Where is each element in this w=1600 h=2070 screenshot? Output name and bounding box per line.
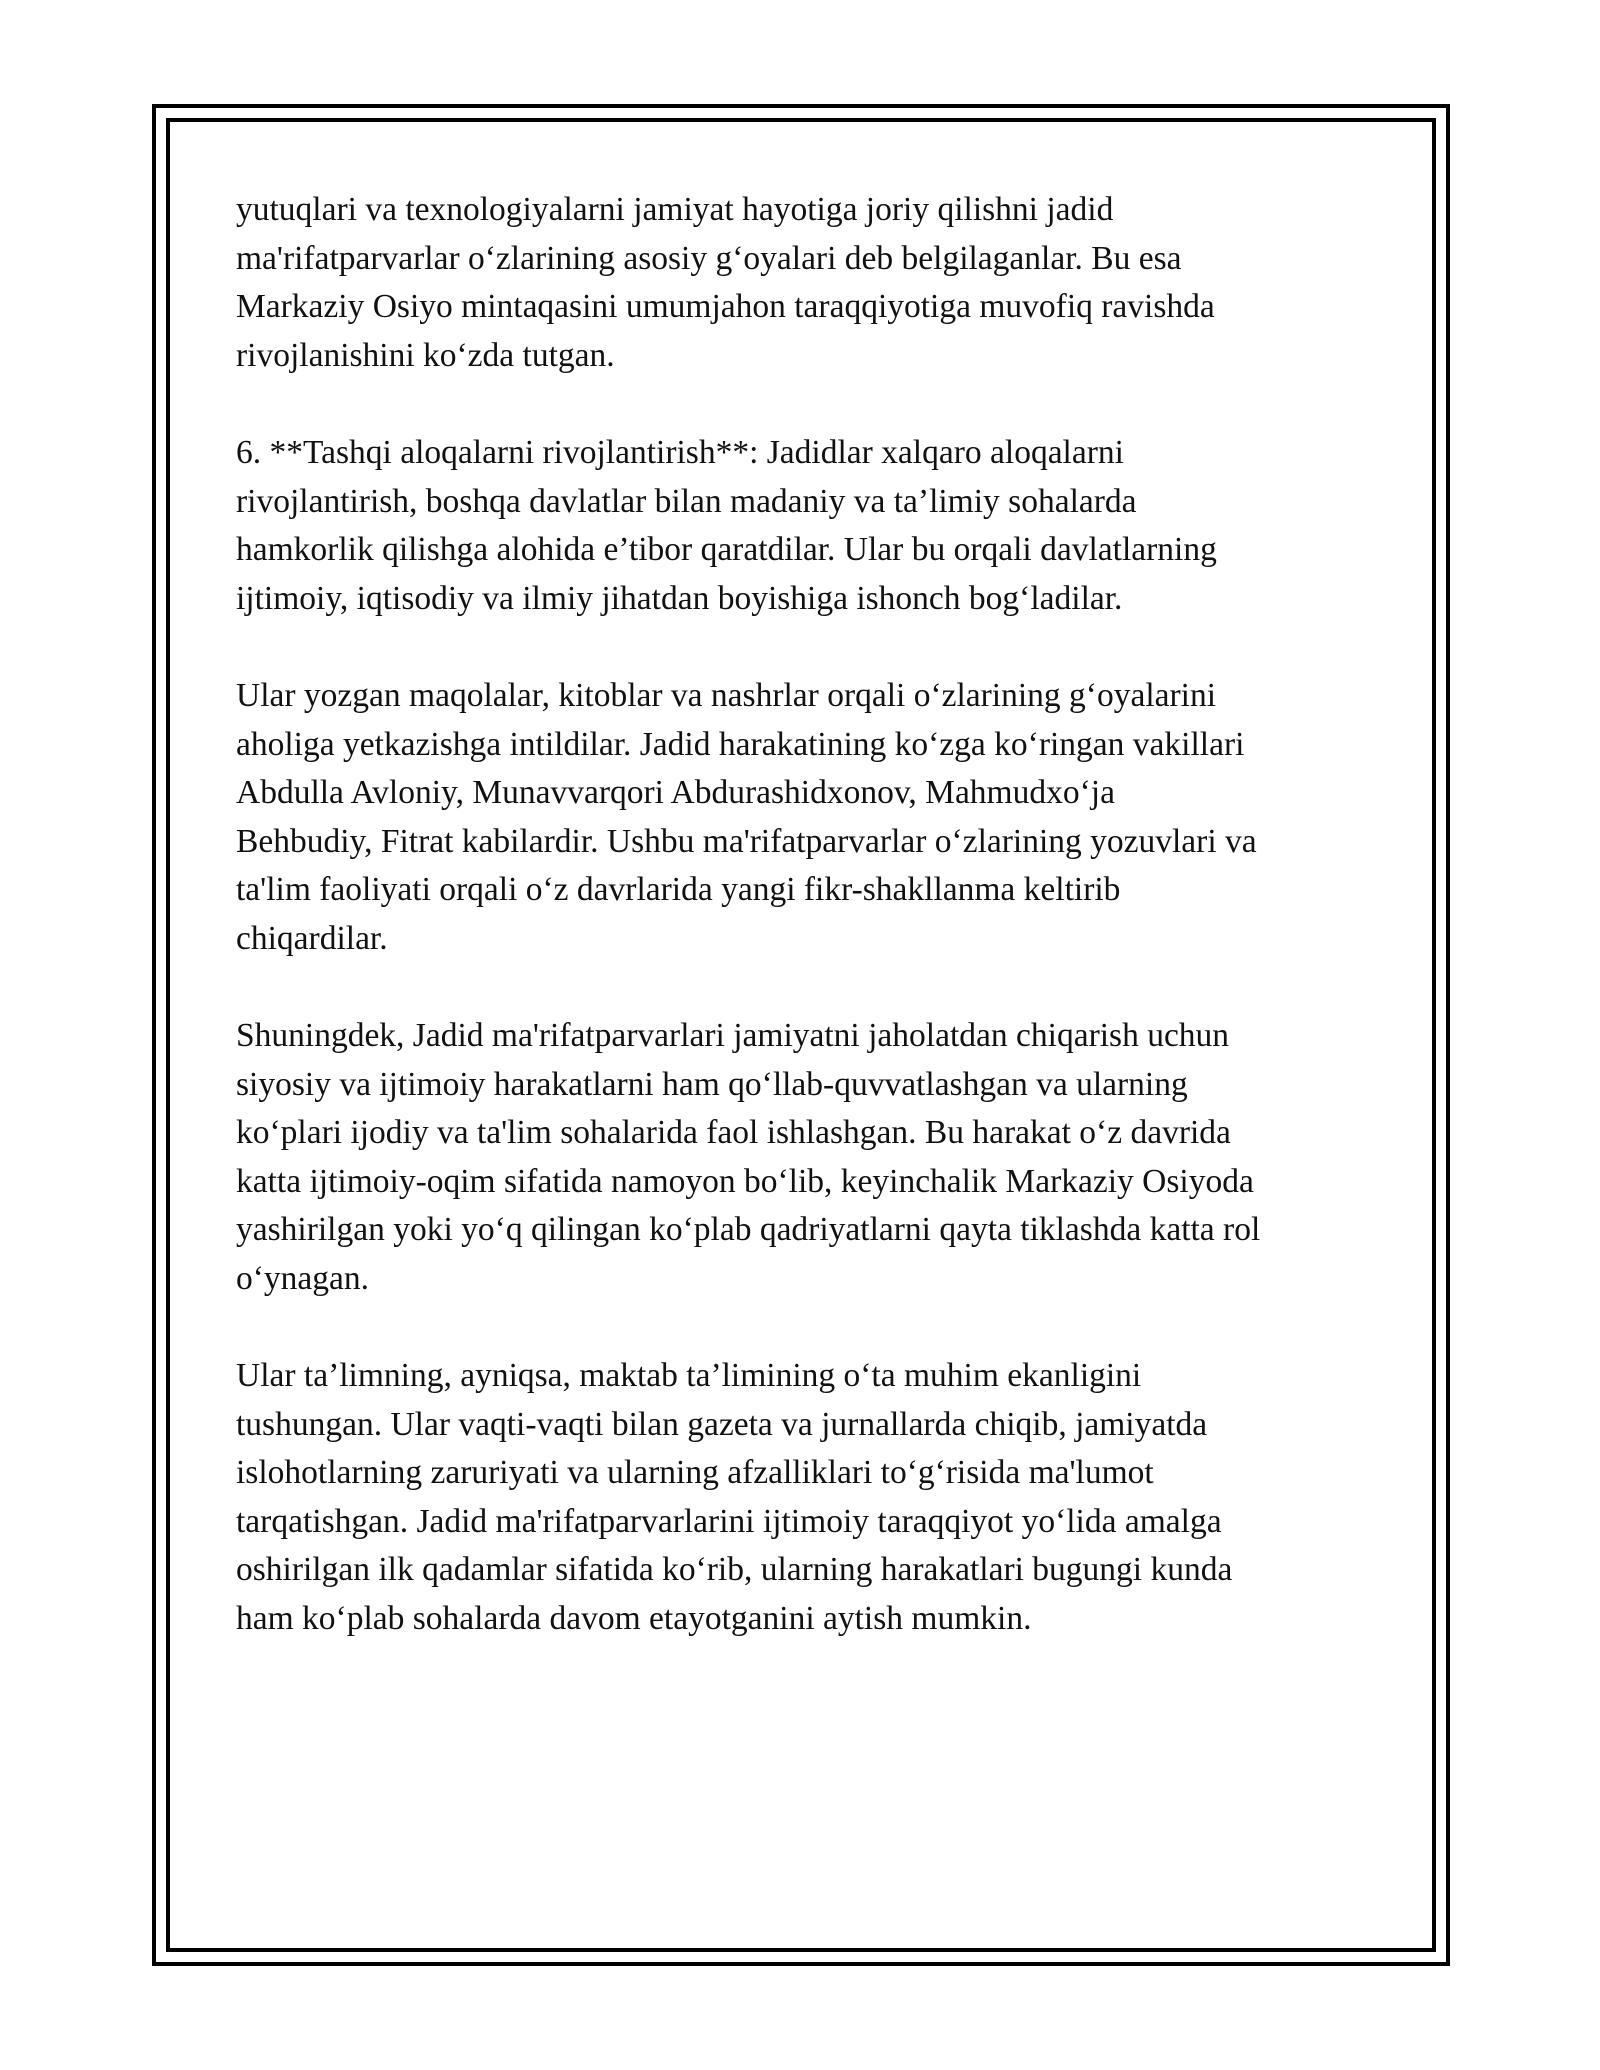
paragraph-2: 6. **Tashqi aloqalarni rivojlantirish**: Jadidlar xalqaro aloqalarni rivojlantirish, boshqa davlatlar bilan madaniy va ta’limiy sohalarda hamkorlik qilishga alohida e’tibor qaratdilar. Ular bu orqali davlatlarning ijtimoiy, iqtisodiy va ilmiy jihatdan boyishiga ishonch bog‘ladilar. [236, 434, 1217, 617]
paragraph-4: Shuningdek, Jadid ma'rifatparvarlari jamiyatni jaholatdan chiqarish uchun siyosiy va ijtimoiy harakatlarni ham qo‘llab-quvvatlashgan va ularning ko‘plari ijodiy va ta'lim sohalarida faol ishlashgan. Bu harakat o‘z davrida katta ijtimoiy-oqim sifatida namoyon bo‘lib, keyinchalik Markaziy Osiyoda yashirilgan yoki yo‘q qilingan ko‘plab qadriyatlarni qayta tiklashda katta rol o‘ynagan. [236, 1017, 1261, 1297]
paragraph-1: yutuqlari va texnologiyalarni jamiyat hayotiga joriy qilishni jadid ma'rifatparvarlar o‘zlarining asosiy g‘oyalari deb belgilaganlar. Bu esa Markaziy Osiyo mintaqasini umumjahon taraqqiyotiga muvofiq ravishda rivojlanishini ko‘zda tutgan. [236, 191, 1215, 374]
paragraph-3: Ular yozgan maqolalar, kitoblar va nashrlar orqali o‘zlarining g‘oyalarini aholiga yetkazishga intildilar. Jadid harakatining ko‘zga ko‘ringan vakillari Abdulla Avloniy, Munavvarqori Abdurashidxonov, Mahmudxo‘ja Behbudiy, Fitrat kabilardir. Ushbu ma'rifatparvarlar o‘zlarining yozuvlari va ta'lim faoliyati orqali o‘z davrlarida yangi fikr-shakllanma keltirib chiqardilar. [236, 677, 1257, 957]
paragraph-5: Ular ta’limning, ayniqsa, maktab ta’limining o‘ta muhim ekanligini tushungan. Ular vaqti-vaqti bilan gazeta va jurnallarda chiqib, jamiyatda islohotlarning zaruriyati va ularning afzalliklari to‘g‘risida ma'lumot tarqatishgan. Jadid ma'rifatparvarlarini ijtimoiy taraqqiyot yo‘lida amalga oshirilgan ilk qadamlar sifatida ko‘rib, ularning harakatlari bugungi kunda ham ko‘plab sohalarda davom etayotganini aytish mumkin. [236, 1357, 1233, 1637]
document-body [236, 186, 1366, 1692]
